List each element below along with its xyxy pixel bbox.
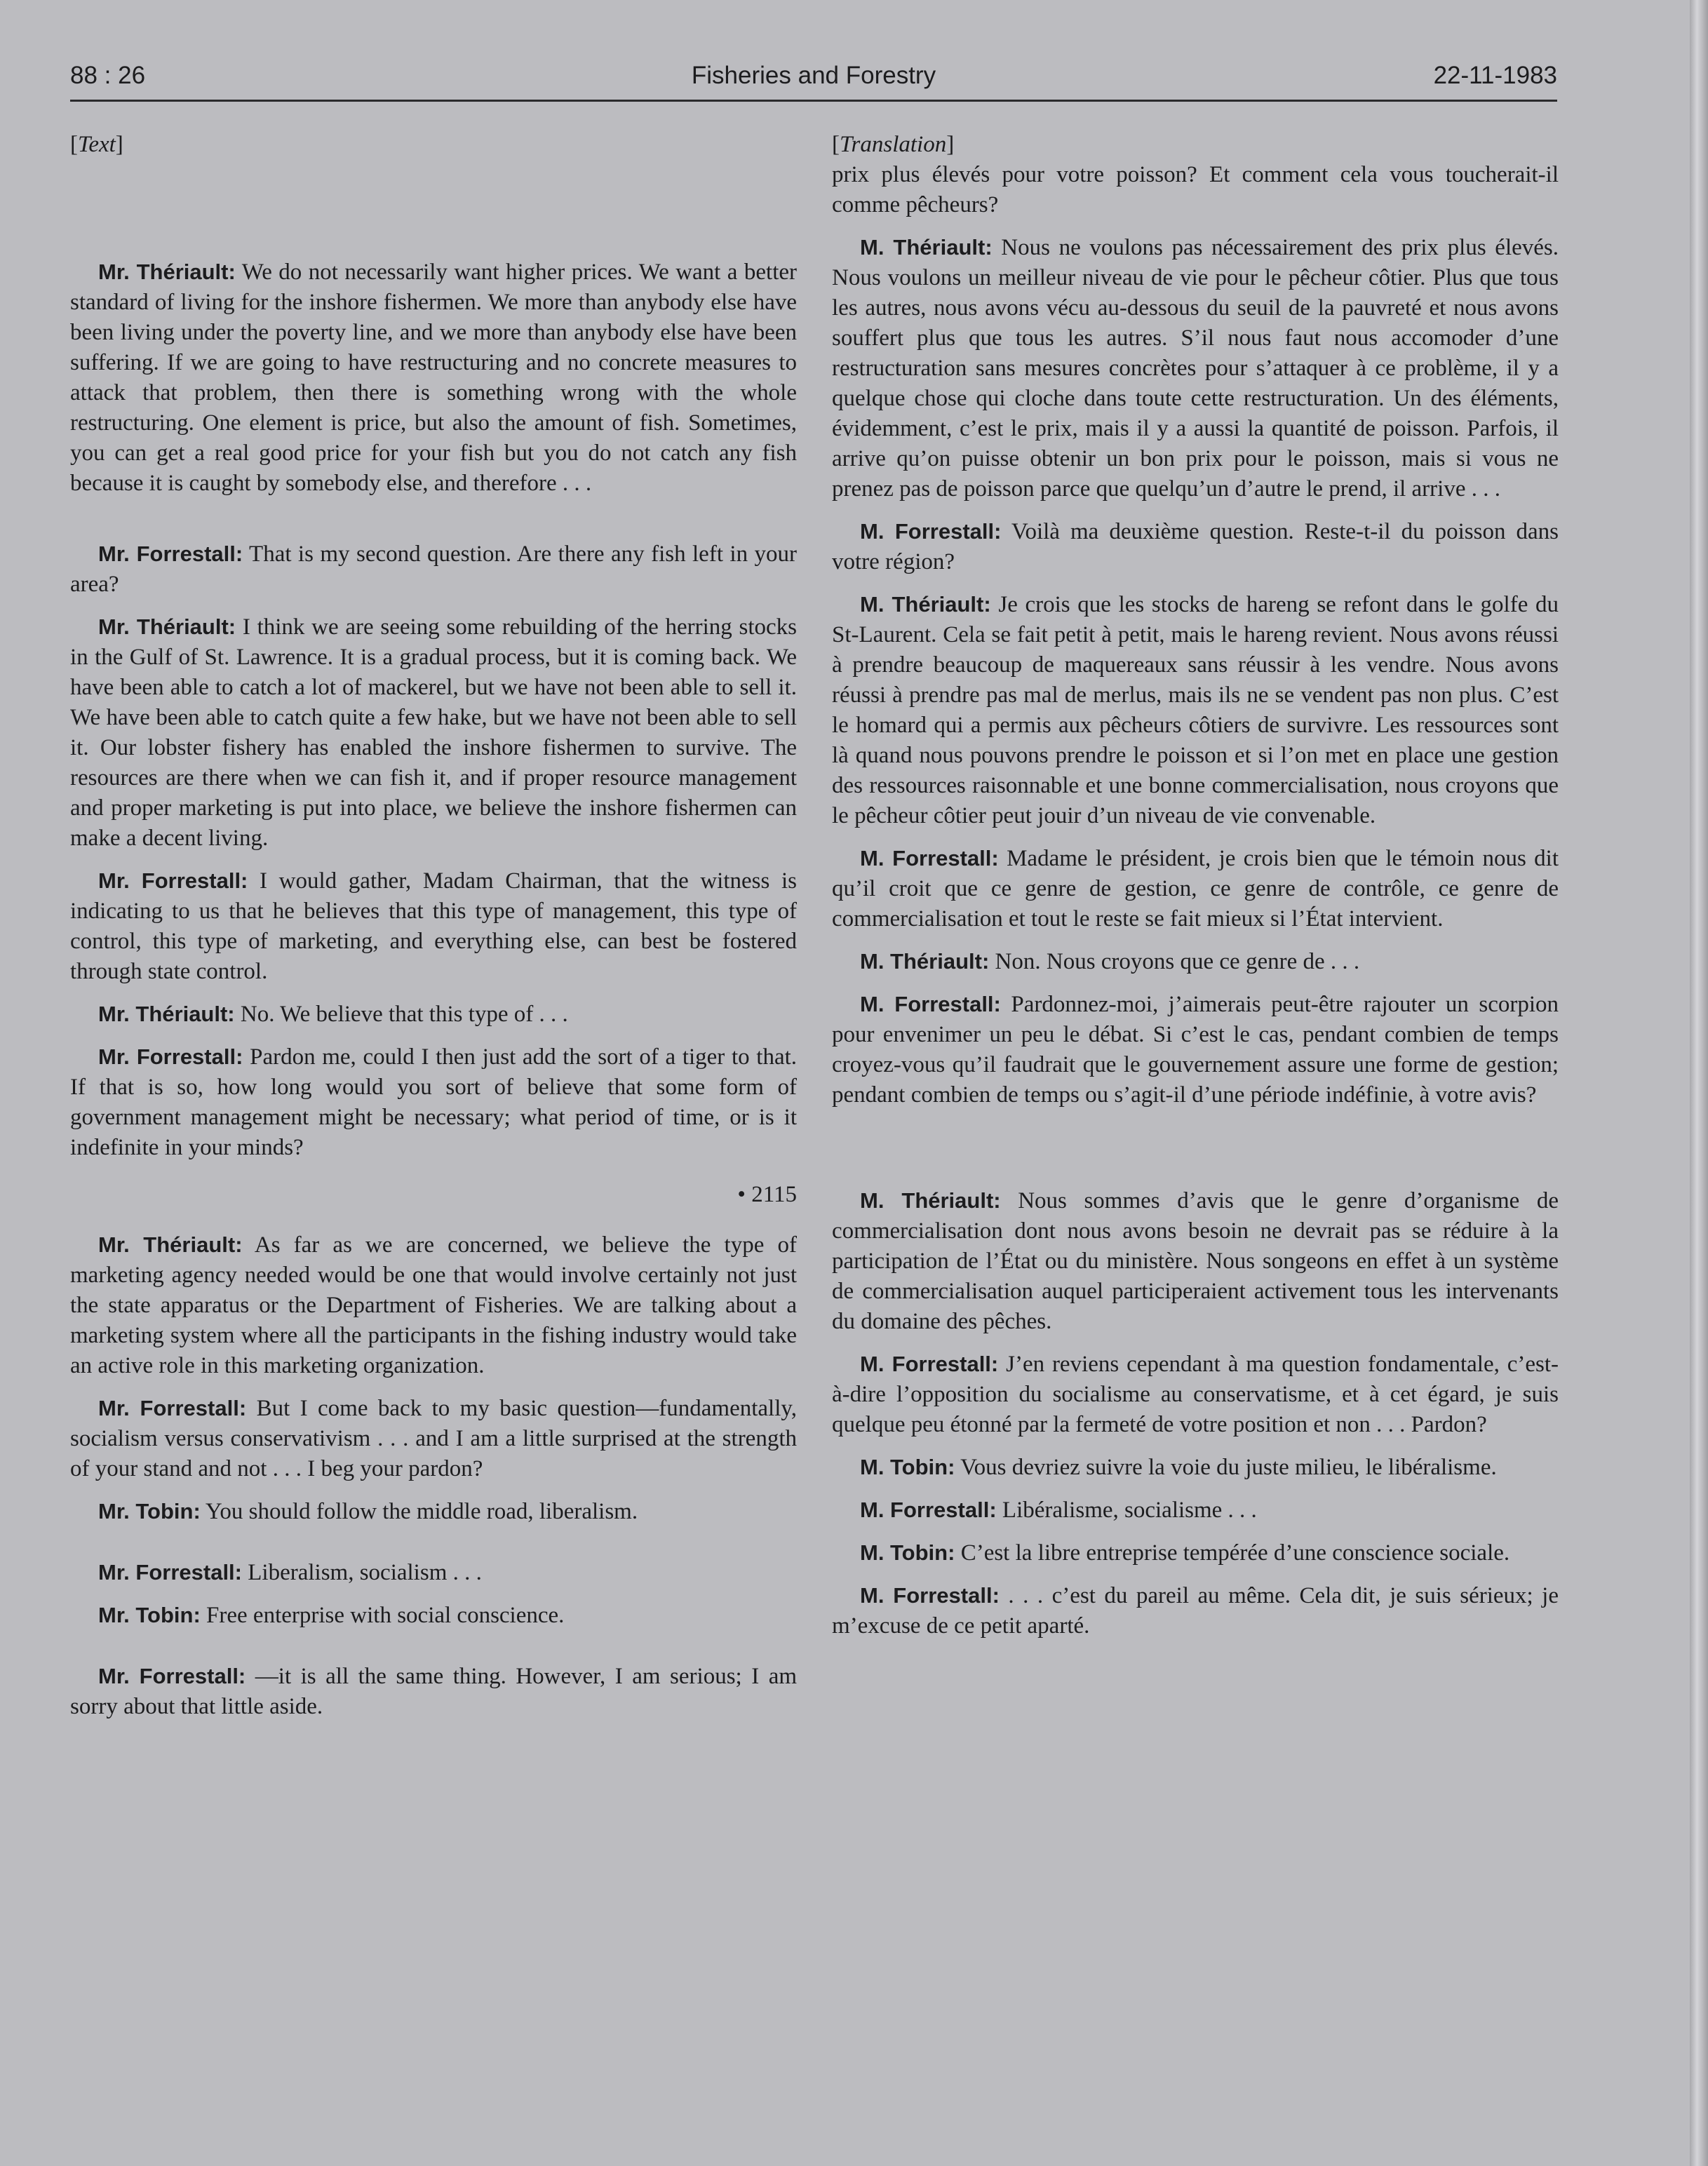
paragraph: Mr. Forrestall: I would gather, Madam Chairman, that the witness is indicating to us that he believes that this type of management, this type of control, this type of marketing, and everything else, can best be fostered through state control. xyxy=(70,868,797,984)
speaker: Mr. Forrestall: xyxy=(98,542,243,566)
speaker: M. Thériault: xyxy=(860,1188,1001,1213)
paragraph: Mr. Tobin: You should follow the middle road, liberalism. xyxy=(98,1499,638,1524)
speaker: M. Forrestall: xyxy=(860,1352,999,1376)
text-tag: [Text] xyxy=(70,132,123,157)
paragraph: Mr. Thériault: I think we are seeing some rebuilding of the herring stocks in the Gulf of St. Lawrence. It is a gradual process, but it is coming back. We have been able to catch a lot of mackerel, but we have not been able to sell it. We have been able to catch quite a few hake, but we have not been able to sell it. Our lobster fishery has enabled the inshore fishermen to survive. The resources are there when we can fish it, and if proper resource management and proper marketing is put into place, we believe the inshore fishermen can make a decent living. xyxy=(70,614,797,851)
speaker: Mr. Thériault: xyxy=(98,614,236,639)
speaker: Mr. Thériault: xyxy=(98,1232,243,1257)
speaker: M. Forrestall: xyxy=(860,519,1002,544)
paragraph: M. Forrestall: Voilà ma deuxième question. Reste-t-il du poisson dans votre région? xyxy=(832,519,1559,574)
page-date: 22-11-1983 xyxy=(1433,62,1557,89)
speaker: Mr. Thériault: xyxy=(98,260,236,284)
paragraph: Mr. Forrestall: But I come back to my basic question—fundamentally, socialism versus conservativism . . . and I am a little surprised at the strength of your stand and not . . . I beg your pardon? xyxy=(70,1396,797,1481)
paragraph: Mr. Thériault: We do not necessarily want higher prices. We want a better standard of living for the inshore fishermen. We more than anybody else have been living under the poverty line, and we more than anybody else have been suffering. If we are going to have restructuring and no concrete measures to attack that problem, then there is something wrong with the whole restructuring. One element is price, but also the amount of fish. Sometimes, you can get a real good price for your fish but you do not catch any fish because it is caught by somebody else, and therefore . . . xyxy=(70,260,797,496)
speaker: M. Tobin: xyxy=(860,1540,955,1565)
paragraph: M. Forrestall: J’en reviens cependant à ma question fondamentale, c’est-à-dire l’opposition du socialisme au conservatisme, et à cet égard, je suis quelque peu étonné par la fermeté de votre position et non . . . Pardon? xyxy=(832,1352,1559,1437)
page-title: Fisheries and Forestry xyxy=(691,62,936,89)
speaker: M. Forrestall: xyxy=(860,1583,1000,1608)
right-column xyxy=(832,130,1559,1653)
paragraph: Mr. Forrestall: —it is all the same thing. However, I am serious; I am sorry about that little aside. xyxy=(70,1664,798,1719)
header-rule xyxy=(70,100,1557,102)
left-column xyxy=(70,130,797,1734)
page-number: 88 : 26 xyxy=(70,62,146,89)
speaker: Mr. Forrestall: xyxy=(98,1044,243,1069)
speaker: Mr. Forrestall: xyxy=(98,868,248,893)
paragraph: M. Thériault: Non. Nous croyons que ce genre de . . . xyxy=(860,949,1360,974)
speaker: Mr. Forrestall: xyxy=(98,1396,247,1420)
speaker: M. Forrestall: xyxy=(860,846,999,870)
speaker: M. Thériault: xyxy=(860,235,993,260)
paragraph: Mr. Thériault: No. We believe that this type of . . . xyxy=(98,1002,568,1027)
paragraph: Mr. Thériault: As far as we are concerned, we believe the type of marketing agency needed would be one that would involve certainly not just the state apparatus or the Department of Fisheries. We are talking about a marketing system where all the participants in the fishing industry would take an active role in this marketing organization. xyxy=(70,1232,797,1378)
paragraph: M. Thériault: Nous ne voulons pas nécessairement des prix plus élevés. Nous voulons un meilleur niveau de vie pour le pêcheur côtier. Plus que tous les autres, nous avons vécu au-dessous du seuil de la pauvreté et nous avons souffert plus que tous les autres. S’il nous faut nous accomoder d’une restructuration sans mesures concrètes pour s’attaquer à ce problème, il y a quelque chose qui cloche dans toute cette restructuration. Un des éléments, évidemment, c’est le prix, mais il y a aussi la quantité de poisson. Parfois, il arrive qu’on puisse obtenir un bon prix pour le poisson, mais si vous ne prenez pas de poisson parce que quelqu’un d’autre le prend, il arrive . . . xyxy=(832,235,1559,502)
speaker: M. Forrestall: xyxy=(860,1498,997,1522)
paragraph: M. Forrestall: Libéralisme, socialisme . . . xyxy=(860,1498,1257,1523)
paragraph: M. Forrestall: Madame le président, je crois bien que le témoin nous dit qu’il croit que ce genre de gestion, ce genre de contrôle, ce genre de commercialisation et tout le reste se fait mieux si l’État intervient. xyxy=(832,846,1559,931)
speaker: Mr. Thériault: xyxy=(98,1002,235,1026)
translation-tag: [Translation] xyxy=(832,132,955,157)
paragraph: M. Forrestall: . . . c’est du pareil au même. Cela dit, je suis sérieux; je m’excuse de ce petit aparté. xyxy=(832,1583,1559,1639)
speaker: Mr. Forrestall: xyxy=(98,1664,246,1688)
paragraph: M. Thériault: Nous sommes d’avis que le genre d’organisme de commercialisation dont nous avons besoin ne devrait pas se réduire à la participation de l’État ou du ministère. Nous songeons en effet à un système de commercialisation auquel participeraient activement tous les intervenants du domaine des pêches. xyxy=(832,1188,1559,1334)
speaker: Mr. Forrestall: xyxy=(98,1560,242,1585)
paragraph: Mr. Forrestall: Liberalism, socialism . . . xyxy=(98,1560,482,1585)
speaker: M. Thériault: xyxy=(860,592,991,617)
paragraph: M. Thériault: Je crois que les stocks de hareng se refont dans le golfe du St-Laurent. Cela se fait petit à petit, mais le hareng revient. Nous avons réussi à prendre beaucoup de maquereaux sans réussir à les vendre. Nous avons réussi à prendre pas mal de merlus, mais ils ne se vendent pas non plus. C’est le homard qui a permis aux pêcheurs côtiers de survivre. Les ressources sont là quand nous pouvons prendre le poisson et si l’on met en place une gestion des ressources raisonnable et une bonne commercialisation, nous croyons que le pêcheur côtier peut jouir d’un niveau de vie convenable. xyxy=(832,592,1559,828)
paragraph: M. Tobin: C’est la libre entreprise tempérée d’une conscience sociale. xyxy=(860,1540,1510,1566)
paragraph: Mr. Forrestall: That is my second question. Are there any fish left in your area? xyxy=(70,542,798,597)
speaker: Mr. Tobin: xyxy=(98,1603,201,1627)
page-edge xyxy=(1690,0,1708,2166)
paragraph: Mr. Tobin: Free enterprise with social conscience. xyxy=(98,1603,565,1628)
speaker: M. Tobin: xyxy=(860,1455,955,1479)
paragraph: M. Tobin: Vous devriez suivre la voie du juste milieu, le libéralisme. xyxy=(860,1455,1497,1480)
page-header xyxy=(70,62,1557,95)
paragraph: M. Forrestall: Pardonnez-moi, j’aimerais peut-être rajouter un scorpion pour envenimer un peu le débat. Si c’est le cas, pendant combien de temps croyez-vous qu’il faudrait que le gouvernement assure une forme de gestion; pendant combien de temps ou s’agit-il d’une période indéfinie, à votre avis? xyxy=(832,992,1559,1108)
speaker: Mr. Tobin: xyxy=(98,1499,201,1523)
speaker: M. Forrestall: xyxy=(860,992,1001,1016)
speaker: M. Thériault: xyxy=(860,949,990,974)
time-mark: • 2115 xyxy=(737,1182,797,1207)
paragraph: Mr. Forrestall: Pardon me, could I then just add the sort of a tiger to that. If that is so, how long would you sort of believe that some form of government management might be necessary; what period of time, or is it indefinite in your minds? xyxy=(70,1044,798,1160)
continuation-paragraph: prix plus élevés pour votre poisson? Et comment cela vous toucherait-il comme pêcheurs? xyxy=(832,162,1559,217)
